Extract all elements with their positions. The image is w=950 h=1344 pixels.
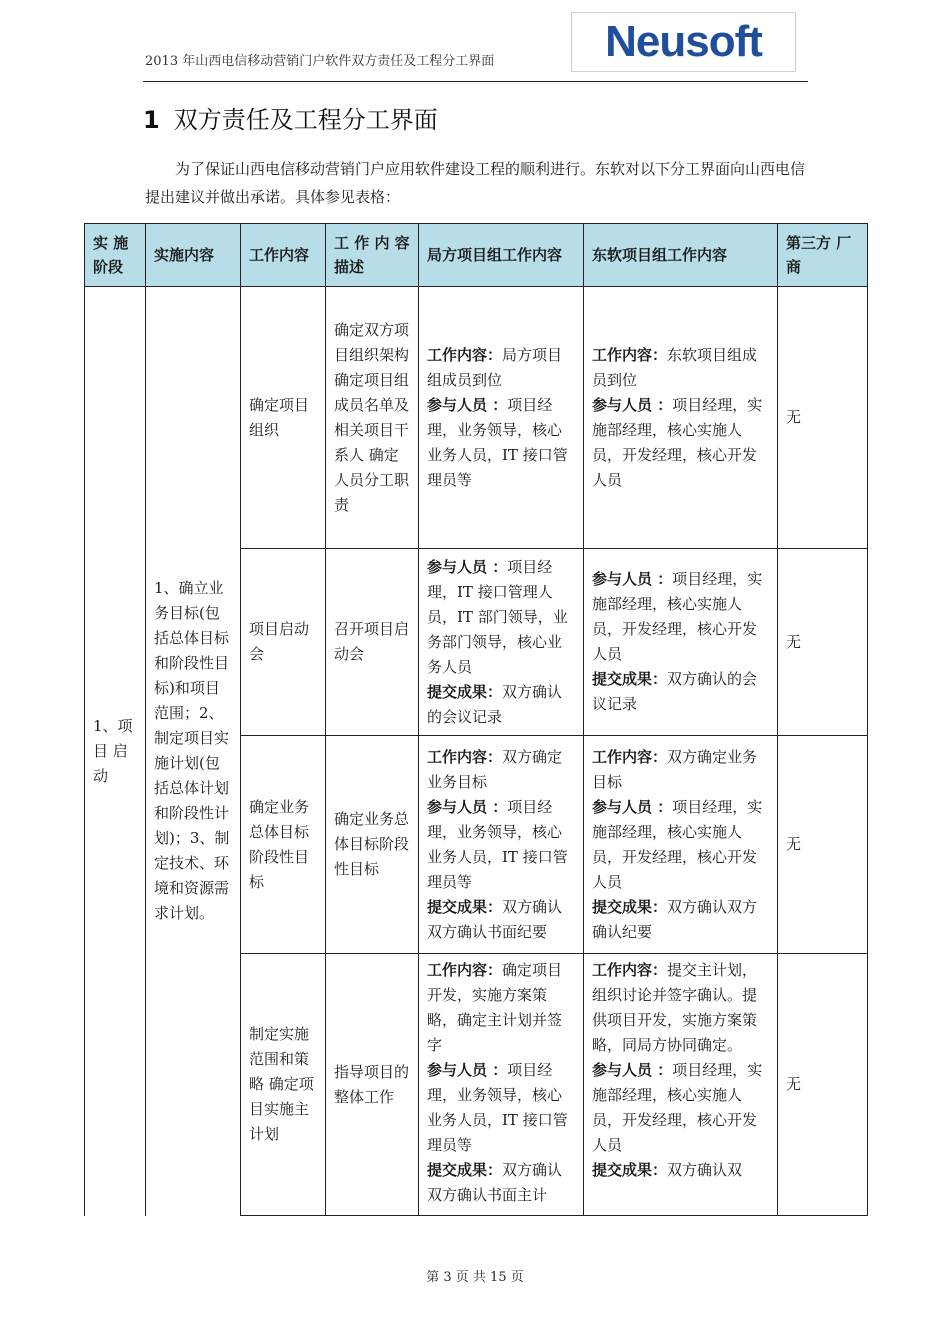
work-label: 工作内容： — [592, 961, 668, 979]
work-item-cell: 制定实施范围和策略 确定项目实施主计划 — [241, 954, 326, 1216]
work-label: 工作内容： — [592, 747, 668, 766]
neusoft-people-text: 项目经理，实施部经理，核心实施人员，开发经理，核心开发人员 — [592, 1061, 763, 1154]
neusoft-deliverable-text: 双方确认的会议记录 — [592, 670, 758, 713]
bureau-work-text: 双方确定业务目标 — [427, 747, 563, 791]
bureau-people-text: 项目经理，业务领导，核心业务人员，IT 接口管理员等 — [427, 395, 568, 489]
neusoft-logo: Neusoft — [571, 12, 796, 72]
neusoft-cell — [584, 549, 778, 736]
table-row — [85, 287, 868, 549]
col-header-work: 工作内容 — [241, 224, 326, 287]
work-label: 工作内容： — [592, 345, 668, 364]
col-header-neusoft: 东软项目组工作内容 — [584, 224, 778, 287]
work-label: 工作内容： — [427, 345, 503, 364]
people-label: 参与人员 ： — [427, 797, 508, 816]
neusoft-work-text: 提交主计划，组织讨论并签字确认。提供项目开发，实施方案策略，同局方协同确定。 — [592, 961, 758, 1054]
neusoft-deliverable-text: 双方确认双方确认纪要 — [592, 897, 758, 941]
third-party-cell: 无 — [778, 954, 868, 1216]
desc-cell: 确定业务总体目标阶段性目标 — [326, 736, 419, 954]
bureau-cell — [419, 287, 584, 549]
section-number: 1 — [143, 106, 160, 134]
col-header-bureau: 局方项目组工作内容 — [419, 224, 584, 287]
work-item-cell: 项目启动会 — [241, 549, 326, 736]
deliverable-label: 提交成果： — [427, 682, 503, 701]
bureau-people-text: 项目经理，业务领导，核心业务人员，IT 接口管理员等 — [427, 1061, 568, 1154]
desc-cell: 召开项目启动会 — [326, 549, 419, 736]
bureau-work-text: 局方项目组成员到位 — [427, 345, 563, 389]
deliverable-label: 提交成果： — [427, 897, 503, 916]
bureau-cell — [419, 549, 584, 736]
neusoft-work-text: 东软项目组成员到位 — [592, 345, 758, 389]
third-party-cell: 无 — [778, 287, 868, 549]
work-label: 工作内容： — [427, 747, 503, 766]
neusoft-work-text: 双方确定业务目标 — [592, 747, 758, 791]
people-label: 参与人员 ： — [592, 1061, 673, 1079]
work-label: 工作内容： — [427, 961, 503, 979]
page-footer: 第 3 页 共 15 页 — [426, 1270, 524, 1285]
bureau-people-text: 项目经理，IT 接口管理人员，IT 部门领导，业务部门领导，核心业务人员 — [427, 557, 568, 676]
bureau-cell — [419, 736, 584, 954]
section-title: 双方责任及工程分工界面 — [173, 106, 438, 134]
bureau-people-text: 项目经理，业务领导，核心业务人员，IT 接口管理员等 — [427, 797, 568, 891]
table-header-row — [85, 224, 868, 287]
col-header-stage: 实 施 阶段 — [85, 224, 146, 287]
intro-paragraph: 为了保证山西电信移动营销门户应用软件建设工程的顺利进行。东软对以下分工界面向山西电信提出建议并做出承诺。具体参见表格： — [145, 160, 806, 206]
section-heading — [143, 100, 438, 135]
col-header-desc: 工 作 内 容 描述 — [326, 224, 419, 287]
neusoft-people-text: 项目经理，实施部经理，核心实施人员，开发经理，核心开发人员 — [592, 797, 763, 891]
deliverable-label: 提交成果： — [592, 897, 668, 916]
responsibility-table — [84, 223, 868, 1216]
people-label: 参与人员 ： — [592, 570, 673, 588]
work-item-cell: 确定业务总体目标阶段性目标 — [241, 736, 326, 954]
people-label: 参与人员 ： — [427, 1061, 508, 1079]
neusoft-people-text: 项目经理，实施部经理，核心实施人员，开发经理，核心开发人员 — [592, 570, 763, 663]
bureau-cell — [419, 954, 584, 1216]
content-cell: 1、确立业务目标(包括总体目标和阶段性目标)和项目范围；2、制定项目实施计划(包括总体计划和阶段性计划)；3、制定技术、环境和资源需求计划。 — [146, 287, 241, 1216]
neusoft-cell — [584, 954, 778, 1216]
stage-cell: 1、项 目 启 动 — [85, 287, 146, 1216]
col-header-third-party: 第三方 厂商 — [778, 224, 868, 287]
people-label: 参与人员 ： — [592, 395, 673, 414]
third-party-cell: 无 — [778, 736, 868, 954]
col-header-content: 实施内容 — [146, 224, 241, 287]
desc-cell: 指导项目的整体工作 — [326, 954, 419, 1216]
work-item-cell: 确定项目组织 — [241, 287, 326, 549]
neusoft-cell — [584, 287, 778, 549]
third-party-cell: 无 — [778, 549, 868, 736]
deliverable-label: 提交成果： — [592, 670, 668, 688]
people-label: 参与人员 ： — [427, 395, 508, 414]
header-divider — [143, 81, 808, 82]
neusoft-people-text: 项目经理，实施部经理，核心实施人员，开发经理，核心开发人员 — [592, 395, 763, 489]
bureau-work-text: 确定项目开发，实施方案策略，确定主计划并签字 — [427, 961, 563, 1054]
bureau-deliverable-text: 双方确认的会议记录 — [427, 682, 563, 726]
neusoft-cell — [584, 736, 778, 954]
neusoft-deliverable-text: 双方确认双 — [667, 1161, 743, 1179]
people-label: 参与人员 ： — [592, 797, 673, 816]
bureau-deliverable-text: 双方确认双方确认书面纪要 — [427, 897, 563, 941]
running-header-title: 2013 年山西电信移动营销门户软件双方责任及工程分工界面 — [145, 54, 495, 69]
deliverable-label: 提交成果： — [427, 1161, 503, 1179]
bureau-deliverable-text: 双方确认双方确认书面主计 — [427, 1161, 563, 1204]
deliverable-label: 提交成果： — [592, 1161, 668, 1179]
desc-cell: 确定双方项目组织架构 确定项目组成员名单及相关项目干系人 确定人员分工职责 — [326, 287, 419, 549]
people-label: 参与人员 ： — [427, 557, 508, 576]
